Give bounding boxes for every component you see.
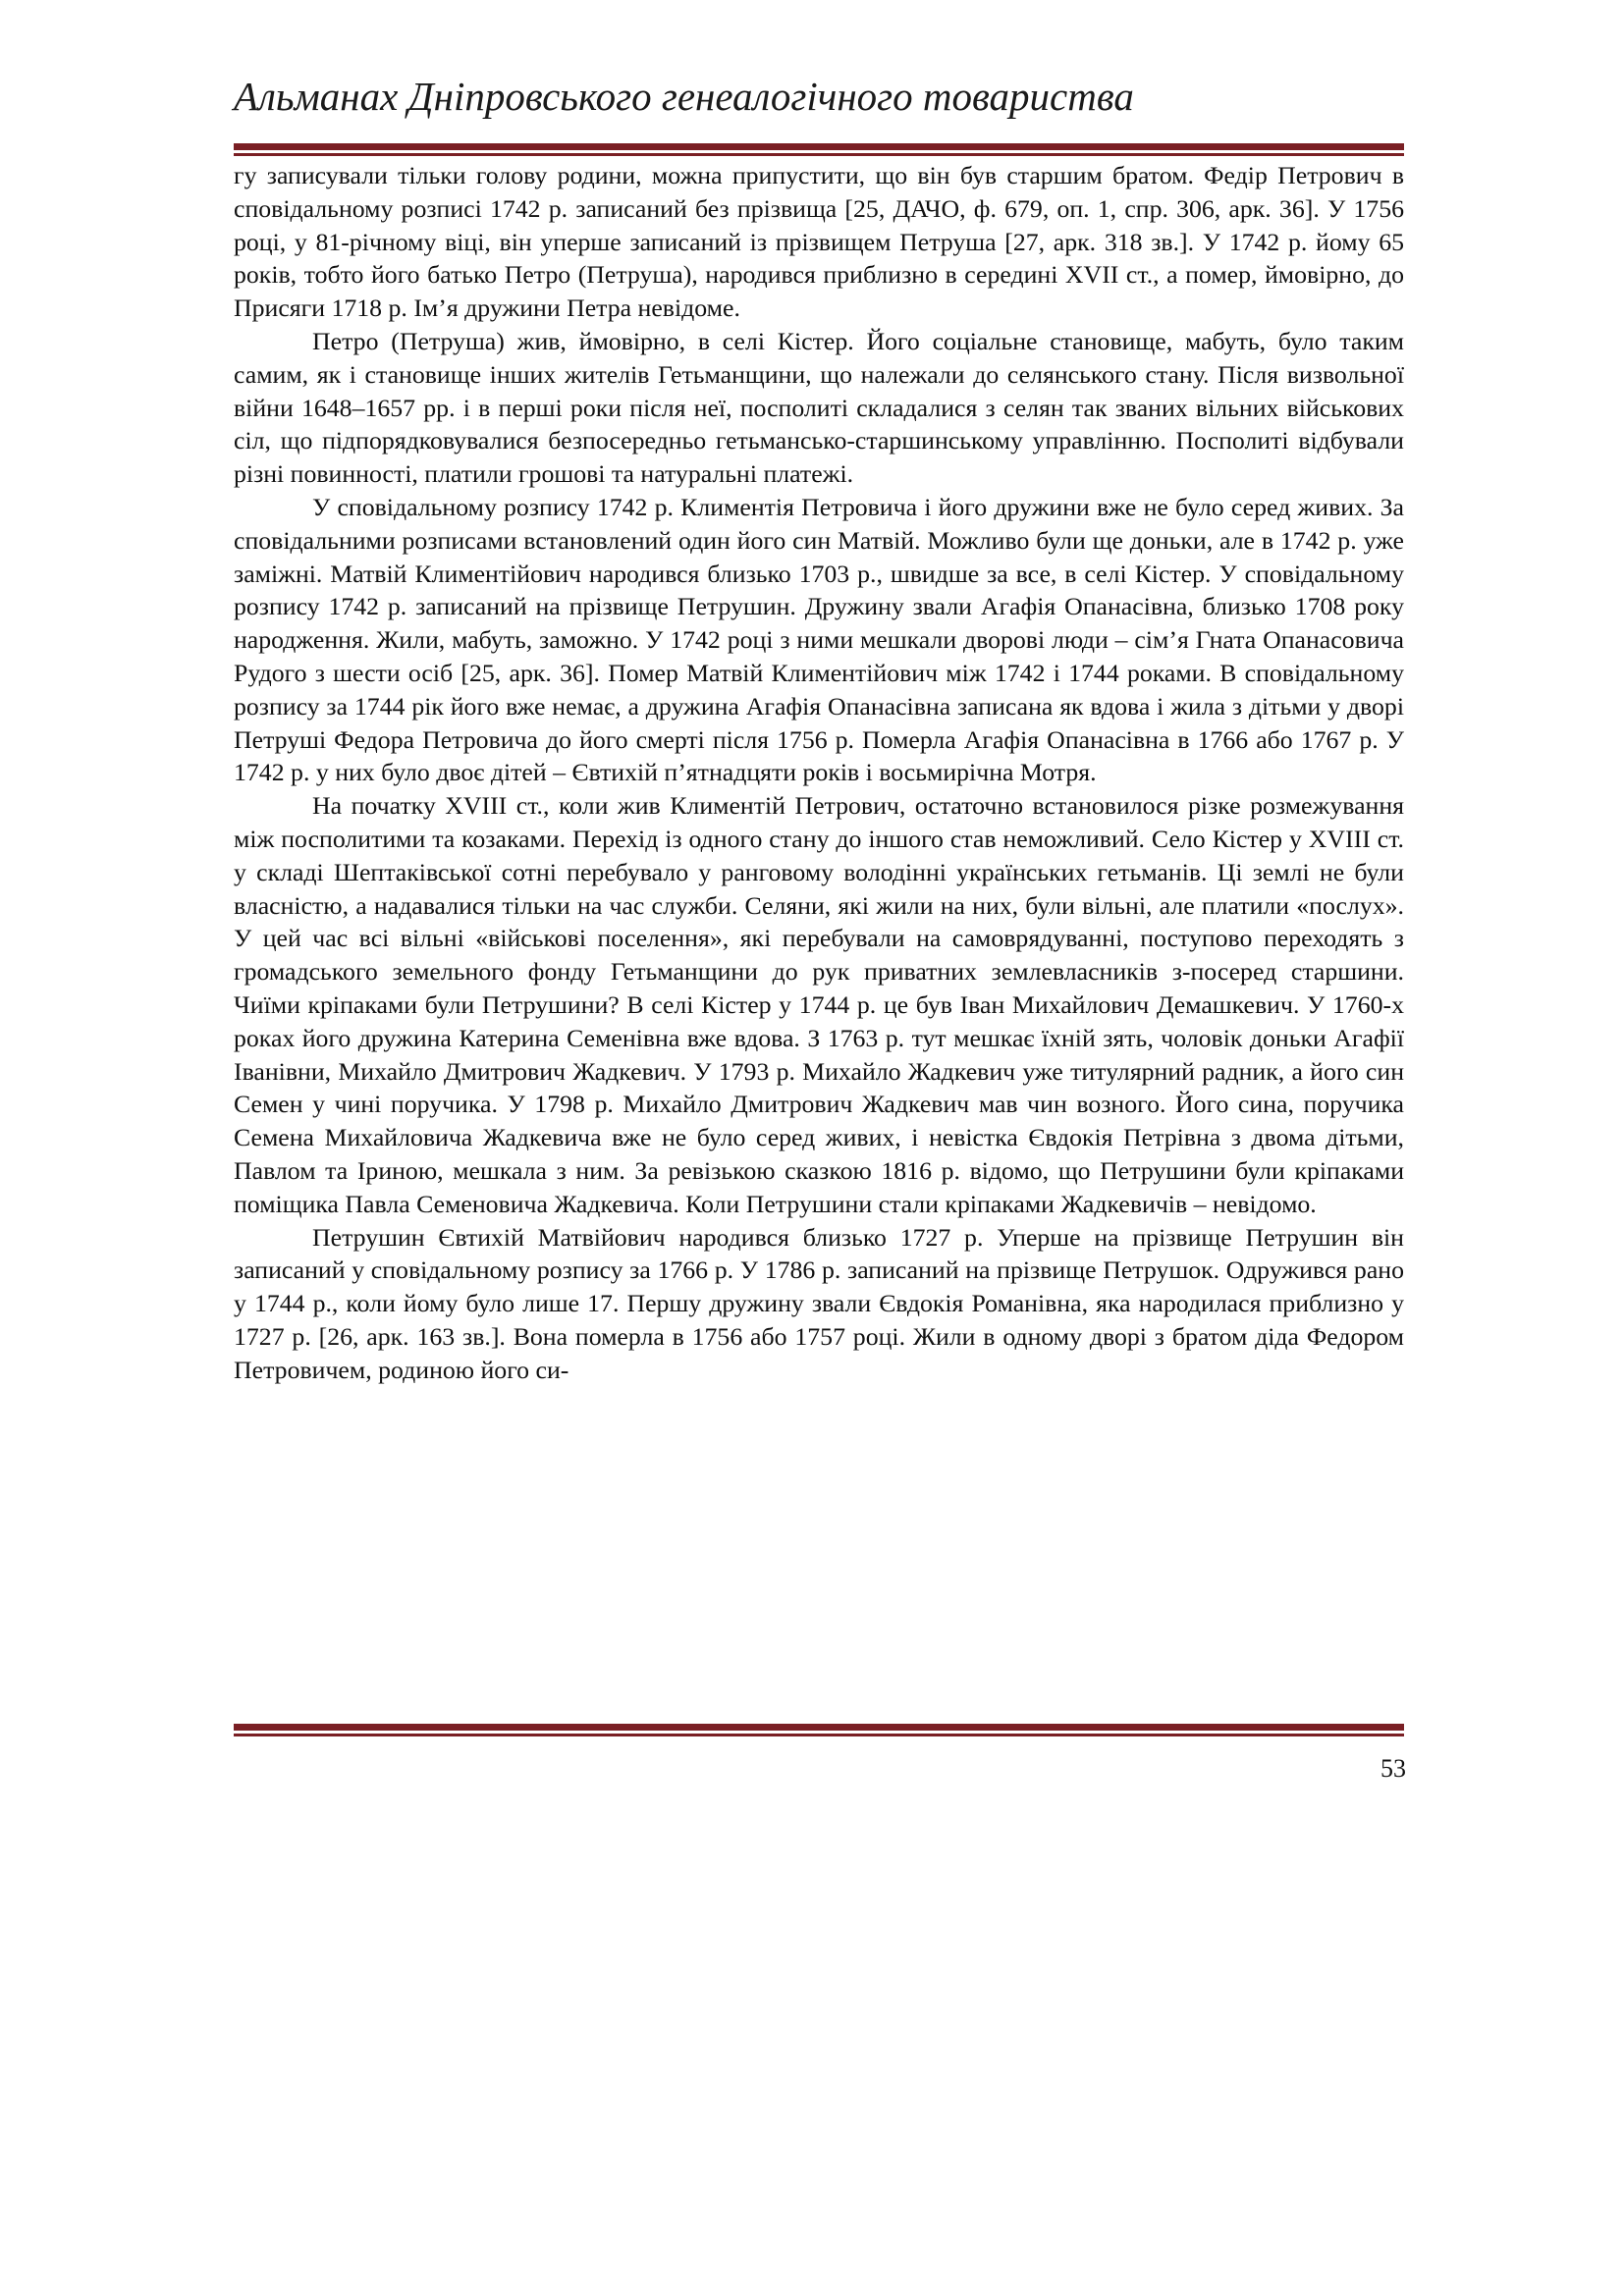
article-body [234,159,1404,1386]
paragraph: У сповідальному розпису 1742 р. Климентія Петровича і його дружини вже не було серед живих. За сповідальними розписами встановлений один його син Матвій. Можливо були ще доньки, але в 1742 р. уже заміжні. Матвій Климентійович народився близько 1703 р., швидше за все, в селі Кістер. У сповідальному розпису 1742 р. записаний на прізвище Петрушин. Дружину звали Агафія Опанасівна, близько 1708 року народження. Жили, мабуть, заможно. У 1742 році з ними мешкали дворові люди – сім’я Гната Опанасовича Рудого з шести осіб [25, арк. 36]. Помер Матвій Климентійович між 1742 і 1744 роками. В сповідальному розпису за 1744 рік його вже немає, а дружина Агафія Опанасівна записана як вдова і жила з дітьми у дворі Петруші Федора Петровича до його смерті після 1756 р. Померла Агафія Опанасівна в 1766 або 1767 р. У 1742 р. у них було двоє дітей – Євтихій п’ятнадцяти років і восьмирічна Мотря. [234,492,1404,787]
paragraph: гу записували тільки голову родини, можна припустити, що він був старшим братом. Федір Петрович в сповідальному розписі 1742 р. записаний без прізвища [25, ДАЧО, ф. 679, оп. 1, спр. 306, арк. 36]. У 1756 році, у 81-річному віці, він уперше записаний із прізвищем Петруша [27, арк. 318 зв.]. У 1742 р. йому 65 років, тобто його батько Петро (Петруша), народився приблизно в середині XVII ст., а помер, ймовірно, до Присяги 1718 р. Ім’я дружини Петра невідоме. [234,161,1404,323]
header-divider [234,143,1404,156]
page-number: 53 [1380,1754,1406,1783]
footer-divider [234,1724,1404,1736]
paragraph: На початку XVIII ст., коли жив Климентій Петрович, остаточно встановилося різке розмежування між посполитими та козаками. Перехід із одного стану до іншого став неможливий. Село Кістер у XVIII ст. у складі Шептаківської сотні перебувало у ранговому володінні українських гетьманів. Ці землі не були власністю, а надавалися тільки на час служби. Селяни, які жили на них, були вільні, але платили «послух». У цей час всі вільні «військові поселення», які перебували на самоврядуванні, поступово переходять з громадського земельного фонду Гетьманщини до рук приватних землевласників з-посеред старшини. Чиїми кріпаками були Петрушини? В селі Кістер у 1744 р. це був Іван Михайлович Демашкевич. У 1760-х роках його дружина Катерина Семенівна вже вдова. З 1763 р. тут мешкає їхній зять, чоловік доньки Агафії Іванівни, Михайло Дмитрович Жадкевич. У 1793 р. Михайло Жадкевич уже титулярний радник, а його син Семен у чині поручика. У 1798 р. Михайло Дмитрович Жадкевич мав чин возного. Його сина, поручика Семена Михайловича Жадкевича вже не було серед живих, і невістка Євдокія Петрівна з двома дітьми, Павлом та Іриною, мешкала з ним. За ревізькою сказкою 1816 р. відомо, що Петрушини були кріпаками поміщика Павла Семеновича Жадкевича. Коли Петрушини стали кріпаками Жадкевичів – невідомо. [234,791,1404,1218]
paragraph: Петрушин Євтихій Матвійович народився близько 1727 р. Уперше на прізвище Петрушин він записаний у сповідальному розпису за 1766 р. У 1786 р. записаний на прізвище Петрушок. Одружився рано у 1744 р., коли йому було лише 17. Першу дружину звали Євдокія Романівна, яка народилася приблизно у 1727 р. [26, арк. 163 зв.]. Вона померла в 1756 або 1757 році. Жили в одному дворі з братом діда Федором Петровичем, родиною його си- [234,1222,1404,1384]
running-header-title: Альманах Дніпровського генеалогічного товариства [234,74,1134,119]
paragraph: Петро (Петруша) жив, ймовірно, в селі Кістер. Його соціальне становище, мабуть, було таким самим, як і становище інших жителів Гетьманщини, що належали до селянського стану. Після визвольної війни 1648–1657 рр. і в перші роки після неї, посполиті складалися з селян так званих вільних військових сіл, що підпорядковувалися безпосередньо гетьмансько-старшинському управлінню. Посполиті відбували різні повинності, платили грошові та натуральні платежі. [234,326,1404,489]
